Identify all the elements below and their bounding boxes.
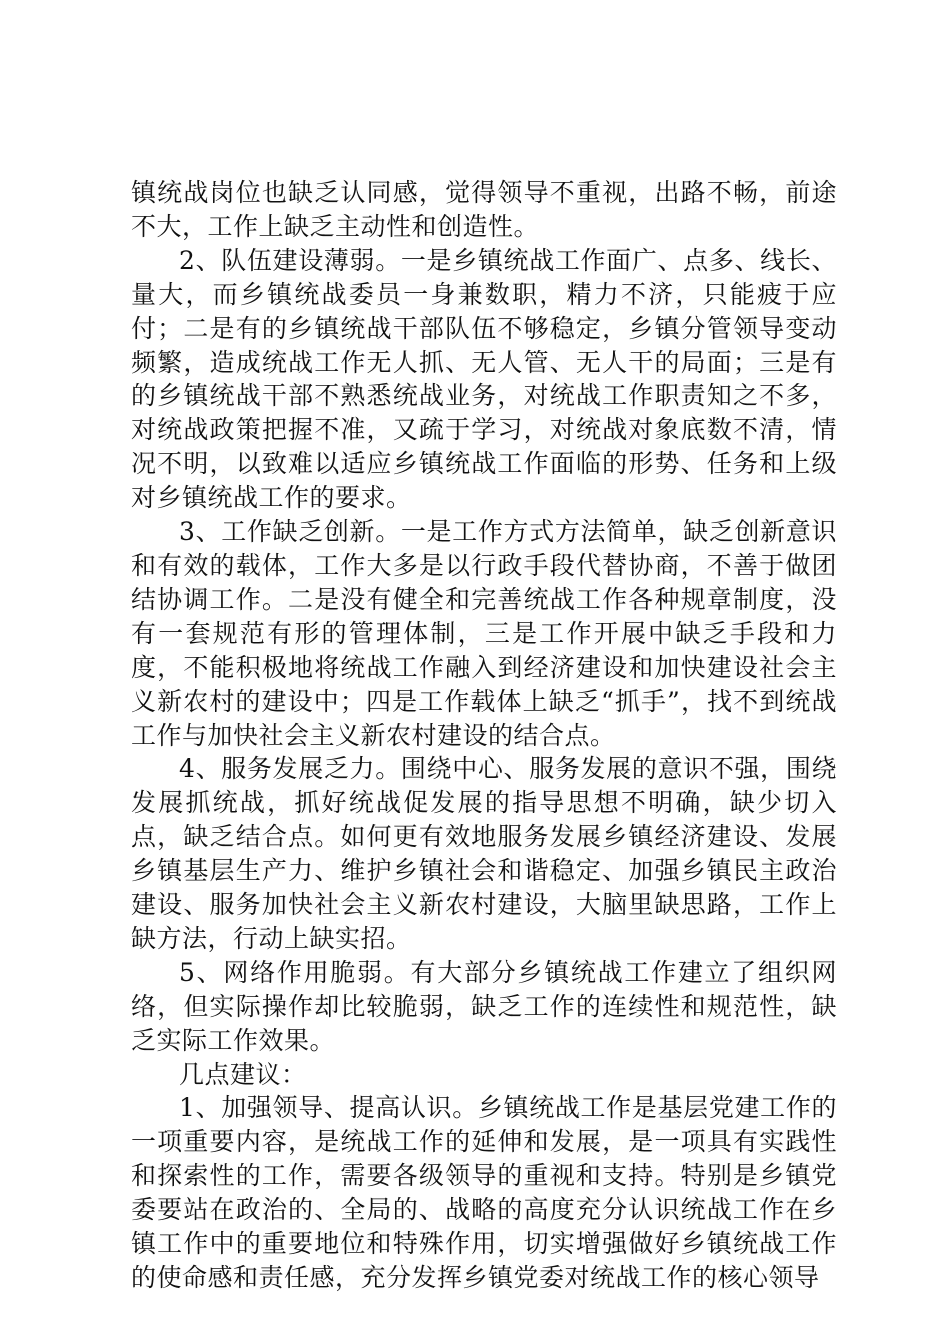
paragraph-team-building: 2、队伍建设薄弱。一是乡镇统战工作面广、点多、线长、量大，而乡镇统战委员一身兼数职，精力不济，只能疲于应付；二是有的乡镇统战干部队伍不够稳定，乡镇分管领导变动频繁，造成统战工作无人抓、无人管、无人干的局面；三是有的乡镇统战干部不熟悉统战业务，对统战工作职责知之不多，对统战政策把握不准，又疏于学习，对统战对象底数不清，情况不明，以致难以适应乡镇统战工作面临的形势、任务和上级对乡镇统战工作的要求。 xyxy=(131,245,837,513)
section-heading-suggestions: 几点建议： xyxy=(179,1059,307,1089)
paragraph-network-weak: 5、网络作用脆弱。有大部分乡镇统战工作建立了组织网络，但实际操作却比较脆弱，缺乏工作的连续性和规范性，缺乏实际工作效果。 xyxy=(131,957,837,1055)
paragraph-lack-innovation: 3、工作缺乏创新。一是工作方式方法简单，缺乏创新意识和有效的载体，工作大多是以行政手段代替协商，不善于做团结协调工作。二是没有健全和完善统战工作各种规章制度，没有一套规范有形的管理体制，三是工作开展中缺乏手段和力度，不能积极地将统战工作融入到经济建设和加快建设社会主义新农村的建设中；四是工作载体上缺乏“抓手”，找不到统战工作与加快社会主义新农村建设的结合点。 xyxy=(131,517,837,750)
paragraph-service-development: 4、服务发展乏力。围绕中心、服务发展的意识不强，围绕发展抓统战，抓好统战促发展的指导思想不明确，缺少切入点，缺乏结合点。如何更有效地服务发展乡镇经济建设、发展乡镇基层生产力、维护乡镇社会和谐稳定、加强乡镇民主政治建设、服务加快社会主义新农村建设，大脑里缺思路，工作上缺方法，行动上缺实招。 xyxy=(131,754,837,953)
paragraph-strengthen-leadership: 1、加强领导、提高认识。乡镇统战工作是基层党建工作的一项重要内容，是统战工作的延伸和发展，是一项具有实践性和探索性的工作，需要各级领导的重视和支持。特别是乡镇党委要站在政治的、全局的、战略的高度充分认识统战工作在乡镇工作中的重要地位和特殊作用，切实增强做好乡镇统战工作的使命感和责任感，充分发挥乡镇党委对统战工作的核心领导 xyxy=(131,1093,837,1292)
paragraph-continuation: 镇统战岗位也缺乏认同感，觉得领导不重视，出路不畅，前途不大，工作上缺乏主动性和创造性。 xyxy=(131,178,837,241)
document-body xyxy=(131,176,837,1295)
